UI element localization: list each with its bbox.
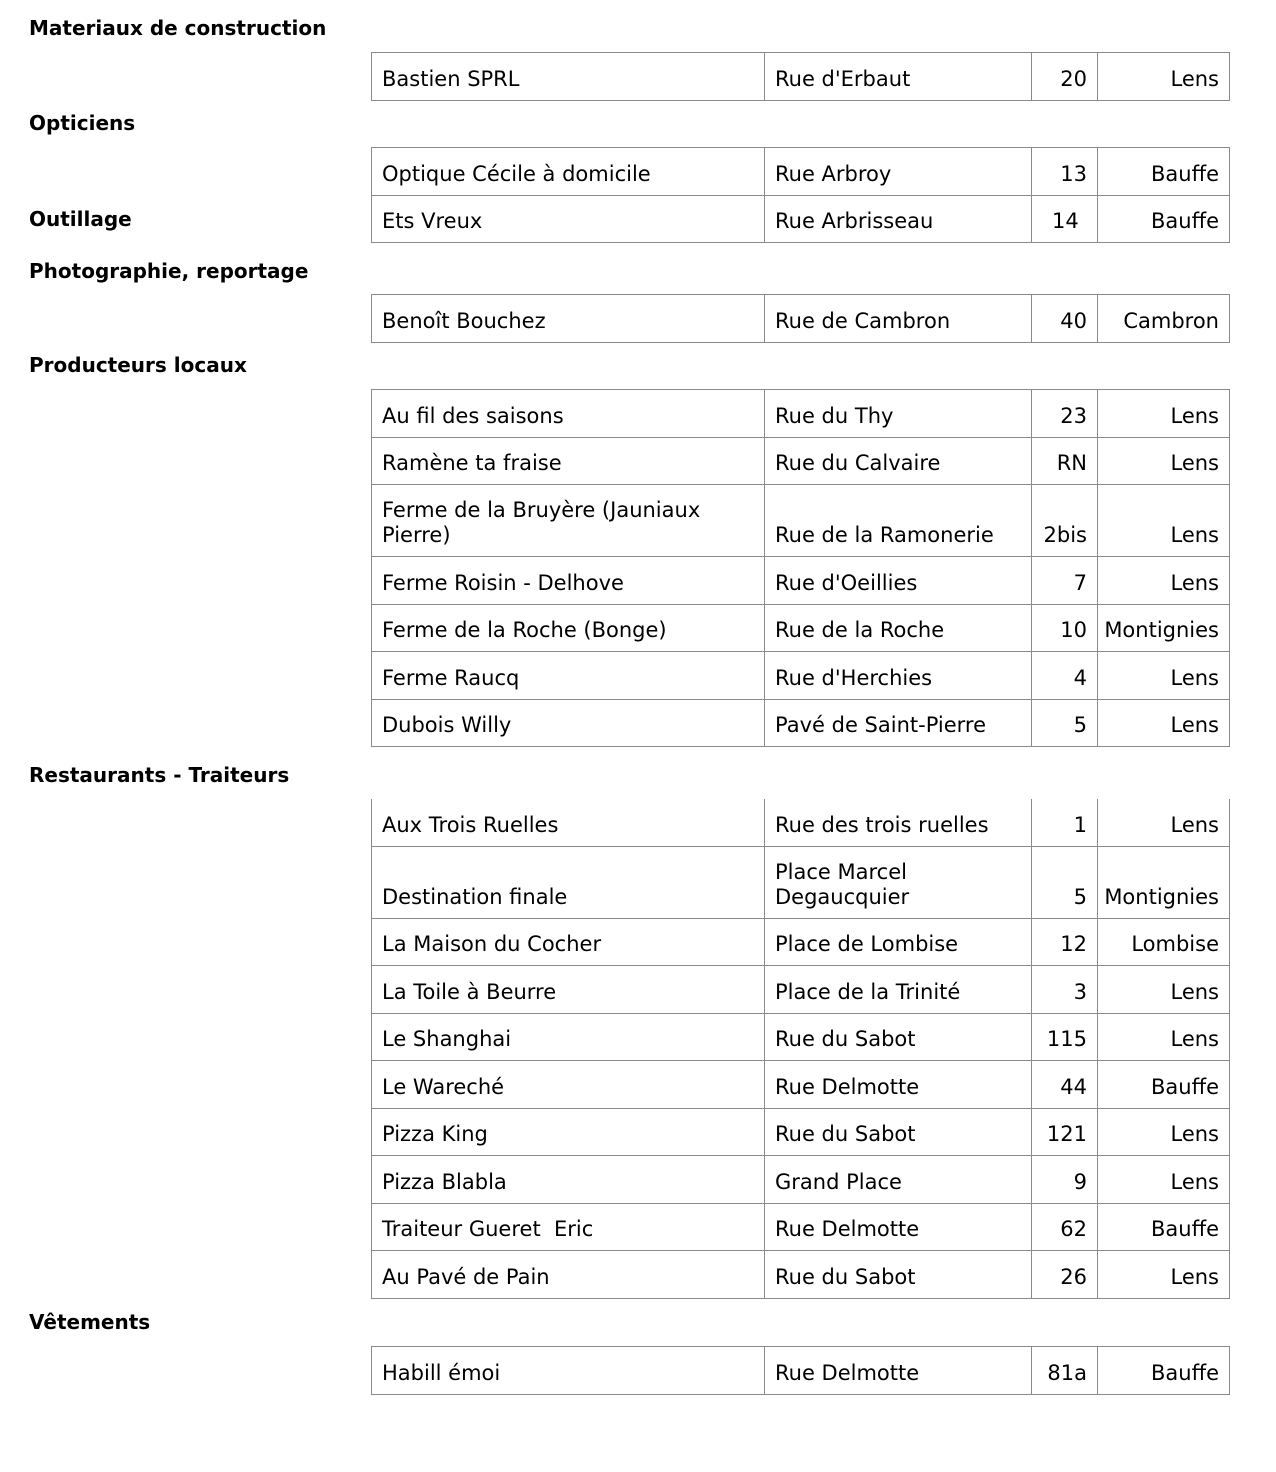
street-cell: Rue Delmotte <box>765 1204 1032 1250</box>
business-name-cell: Dubois Willy <box>372 700 765 746</box>
street-cell: Rue du Calvaire <box>765 438 1032 484</box>
business-name-cell: Ferme Roisin - Delhove <box>372 557 765 604</box>
city-cell: Lombise <box>1098 919 1230 965</box>
city-cell: Montignies <box>1098 847 1230 918</box>
street-cell: Rue de Cambron <box>765 295 1032 342</box>
table-row <box>372 799 1230 847</box>
city-cell: Lens <box>1098 700 1230 746</box>
table-row <box>372 1014 1230 1061</box>
number-cell: 1 <box>1032 799 1098 846</box>
business-name-cell: Ferme de la Roche (Bonge) <box>372 605 765 651</box>
business-name-cell: Ets Vreux <box>372 196 765 242</box>
number-cell: 10 <box>1032 605 1098 651</box>
table-row <box>372 700 1230 747</box>
street-cell: Grand Place <box>765 1156 1032 1203</box>
business-name-cell: Destination finale <box>372 847 765 918</box>
table-row <box>372 148 1230 196</box>
table-row <box>372 919 1230 966</box>
table-row <box>372 847 1230 919</box>
section-heading: Vêtements <box>29 1310 151 1334</box>
number-cell: 44 <box>1032 1061 1098 1108</box>
number-cell: 20 <box>1032 53 1098 100</box>
business-name-cell: Le Shanghai <box>372 1014 765 1060</box>
city-cell: Lens <box>1098 1251 1230 1298</box>
number-cell: RN <box>1032 438 1098 484</box>
table-row <box>372 605 1230 652</box>
number-cell: 115 <box>1032 1014 1098 1060</box>
street-cell: Rue de la Roche <box>765 605 1032 651</box>
business-name-cell: Ferme Raucq <box>372 652 765 699</box>
section-heading: Restaurants - Traiteurs <box>29 763 290 787</box>
city-cell: Lens <box>1098 557 1230 604</box>
street-cell: Place de Lombise <box>765 919 1032 965</box>
table-row <box>372 196 1230 243</box>
street-cell: Rue du Thy <box>765 390 1032 437</box>
number-cell: 12 <box>1032 919 1098 965</box>
street-cell: Rue Delmotte <box>765 1061 1032 1108</box>
business-name-cell: Ferme de la Bruyère (Jauniaux Pierre) <box>372 485 765 556</box>
street-cell: Rue du Sabot <box>765 1251 1032 1298</box>
street-cell: Place Marcel Degaucquier <box>765 847 1032 918</box>
table-row <box>372 652 1230 700</box>
street-cell: Rue des trois ruelles <box>765 799 1032 846</box>
number-cell: 14 <box>1032 196 1098 242</box>
directory-table <box>371 147 1230 243</box>
business-name-cell: Pizza Blabla <box>372 1156 765 1203</box>
table-row <box>372 295 1230 343</box>
business-name-cell: Traiteur Gueret Eric <box>372 1204 765 1250</box>
business-name-cell: La Toile à Beurre <box>372 966 765 1013</box>
city-cell: Bauffe <box>1098 1061 1230 1108</box>
table-row <box>372 1156 1230 1204</box>
city-cell: Lens <box>1098 438 1230 484</box>
business-name-cell: Au fil des saisons <box>372 390 765 437</box>
table-row <box>372 53 1230 101</box>
business-name-cell: Aux Trois Ruelles <box>372 799 765 846</box>
table-row <box>372 557 1230 605</box>
street-cell: Rue d'Erbaut <box>765 53 1032 100</box>
number-cell: 62 <box>1032 1204 1098 1250</box>
table-row <box>372 390 1230 438</box>
section-heading: Photographie, reportage <box>29 259 309 283</box>
city-cell: Lens <box>1098 1109 1230 1155</box>
city-cell: Bauffe <box>1098 1347 1230 1394</box>
city-cell: Lens <box>1098 1156 1230 1203</box>
street-cell: Place de la Trinité <box>765 966 1032 1013</box>
number-cell: 23 <box>1032 390 1098 437</box>
city-cell: Lens <box>1098 652 1230 699</box>
business-name-cell: Benoît Bouchez <box>372 295 765 342</box>
directory-table <box>371 389 1230 747</box>
number-cell: 5 <box>1032 700 1098 746</box>
city-cell: Lens <box>1098 799 1230 846</box>
number-cell: 5 <box>1032 847 1098 918</box>
street-cell: Rue de la Ramonerie <box>765 485 1032 556</box>
directory-table <box>371 1346 1230 1395</box>
number-cell: 81a <box>1032 1347 1098 1394</box>
inline-category-label: Outillage <box>29 207 132 231</box>
business-name-cell: Pizza King <box>372 1109 765 1155</box>
number-cell: 40 <box>1032 295 1098 342</box>
number-cell: 13 <box>1032 148 1098 195</box>
business-name-cell: Le Wareché <box>372 1061 765 1108</box>
street-cell: Pavé de Saint-Pierre <box>765 700 1032 746</box>
table-row <box>372 1061 1230 1109</box>
table-row <box>372 1251 1230 1299</box>
number-cell: 9 <box>1032 1156 1098 1203</box>
city-cell: Bauffe <box>1098 148 1230 195</box>
number-cell: 26 <box>1032 1251 1098 1298</box>
street-cell: Rue Arbroy <box>765 148 1032 195</box>
city-cell: Cambron <box>1098 295 1230 342</box>
business-name-cell: Bastien SPRL <box>372 53 765 100</box>
city-cell: Lens <box>1098 390 1230 437</box>
city-cell: Lens <box>1098 1014 1230 1060</box>
city-cell: Lens <box>1098 966 1230 1013</box>
directory-table <box>371 799 1230 1299</box>
street-cell: Rue Arbrisseau <box>765 196 1032 242</box>
city-cell: Lens <box>1098 53 1230 100</box>
table-row <box>372 1204 1230 1251</box>
table-row <box>372 485 1230 557</box>
city-cell: Montignies <box>1098 605 1230 651</box>
city-cell: Bauffe <box>1098 1204 1230 1250</box>
table-row <box>372 438 1230 485</box>
section-heading: Opticiens <box>29 111 136 135</box>
directory-table <box>371 52 1230 101</box>
business-name-cell: Optique Cécile à domicile <box>372 148 765 195</box>
directory-table <box>371 294 1230 343</box>
street-cell: Rue du Sabot <box>765 1014 1032 1060</box>
street-cell: Rue d'Herchies <box>765 652 1032 699</box>
street-cell: Rue Delmotte <box>765 1347 1032 1394</box>
business-name-cell: La Maison du Cocher <box>372 919 765 965</box>
number-cell: 121 <box>1032 1109 1098 1155</box>
business-name-cell: Ramène ta fraise <box>372 438 765 484</box>
city-cell: Lens <box>1098 485 1230 556</box>
number-cell: 2bis <box>1032 485 1098 556</box>
business-name-cell: Au Pavé de Pain <box>372 1251 765 1298</box>
street-cell: Rue d'Oeillies <box>765 557 1032 604</box>
number-cell: 3 <box>1032 966 1098 1013</box>
city-cell: Bauffe <box>1098 196 1230 242</box>
number-cell: 7 <box>1032 557 1098 604</box>
section-heading: Materiaux de construction <box>29 16 327 40</box>
street-cell: Rue du Sabot <box>765 1109 1032 1155</box>
table-row <box>372 966 1230 1014</box>
number-cell: 4 <box>1032 652 1098 699</box>
business-name-cell: Habill émoi <box>372 1347 765 1394</box>
table-row <box>372 1347 1230 1395</box>
table-row <box>372 1109 1230 1156</box>
section-heading: Producteurs locaux <box>29 353 247 377</box>
